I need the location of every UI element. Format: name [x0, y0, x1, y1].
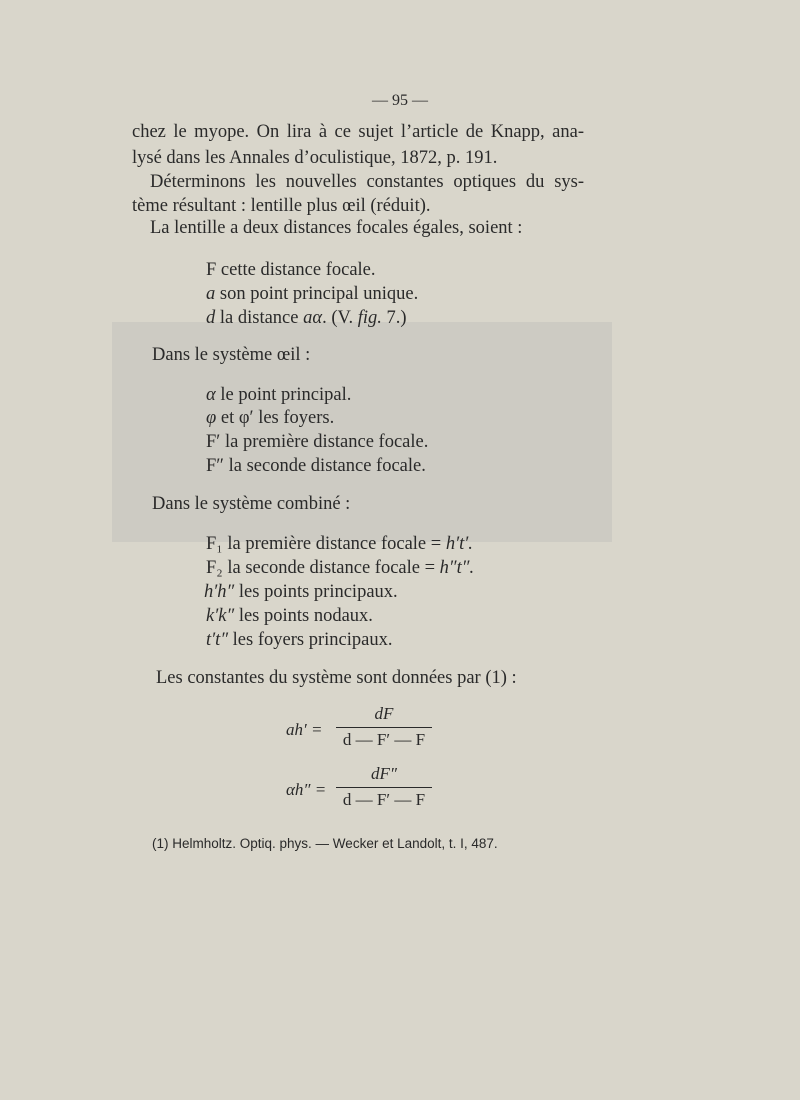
item-text: . (V.	[322, 308, 358, 328]
symbol: k′k″	[206, 606, 235, 626]
list-item	[206, 604, 373, 628]
item-text: son point principal unique.	[219, 284, 419, 304]
page-number: — 95 —	[372, 92, 428, 109]
equation-numerator: dF	[374, 704, 394, 723]
list-item	[206, 406, 334, 430]
item-text: la première distance focale =	[227, 534, 446, 554]
symbol: d	[206, 308, 216, 328]
item-text: la première distance focale.	[224, 432, 429, 452]
equation-lhs: ah′ =	[286, 720, 323, 739]
item-text: la distance	[219, 308, 304, 328]
item-text: les foyers principaux.	[232, 630, 393, 650]
equation-numerator: dF″	[371, 764, 397, 783]
symbol: α	[206, 385, 216, 405]
fig-reference: fig.	[357, 308, 382, 328]
list-item	[206, 454, 426, 478]
symbol: F₂	[206, 558, 223, 578]
symbol: a	[206, 284, 216, 304]
list-item	[206, 258, 376, 282]
symbol: F′	[206, 432, 221, 452]
symbol: F″	[206, 456, 224, 476]
item-text: cette distance focale.	[220, 260, 376, 280]
item-text: le point principal.	[220, 385, 352, 405]
equation-lhs: αh″ =	[286, 780, 327, 799]
list-item	[204, 580, 398, 604]
footnote: (1) Helmholtz. Optiq. phys. — Wecker et Landolt, t. I, 487.	[152, 836, 498, 851]
value: h′t′.	[445, 534, 473, 554]
value: h″t″.	[439, 558, 475, 578]
list-item	[206, 282, 418, 306]
item-text: la seconde distance focale =	[227, 558, 440, 578]
item-text: les points nodaux.	[238, 606, 373, 626]
paragraph-line: Déterminons les nouvelles constantes optiques du sys-	[150, 172, 584, 192]
symbol: t′t″	[206, 630, 229, 650]
list-item	[206, 532, 473, 556]
list-item	[206, 306, 407, 330]
item-text: et φ′ les foyers.	[220, 408, 335, 428]
paragraph-line: Les constantes du système sont données par (1) :	[156, 668, 517, 688]
section-heading: Dans le système œil :	[152, 345, 311, 365]
paragraph-line: tème résultant : lentille plus œil (réduit).	[132, 196, 431, 216]
list-item	[206, 430, 428, 454]
equation-denominator: d — F′ — F	[342, 790, 426, 809]
equation-denominator: d — F′ — F	[342, 730, 426, 749]
paragraph-line: La lentille a deux distances focales égales, soient :	[150, 218, 523, 238]
item-text: 7.)	[381, 308, 407, 328]
item-text: la seconde distance focale.	[228, 456, 426, 476]
fraction-bar	[336, 787, 432, 788]
symbol: aα	[303, 308, 323, 328]
paragraph-line: chez le myope. On lira à ce sujet l’article de Knapp, ana-	[132, 122, 584, 142]
fraction-bar	[336, 727, 432, 728]
symbol: F₁	[206, 534, 223, 554]
list-item	[206, 383, 351, 407]
symbol: φ	[206, 408, 217, 428]
list-item	[206, 628, 392, 652]
item-text: les points principaux.	[238, 582, 398, 602]
symbol: F	[206, 260, 217, 280]
list-item	[206, 556, 474, 580]
paragraph-line: lysé dans les Annales d’oculistique, 1872, p. 191.	[132, 148, 498, 168]
section-heading: Dans le système combiné :	[152, 494, 351, 514]
symbol: h′h″	[204, 582, 235, 602]
